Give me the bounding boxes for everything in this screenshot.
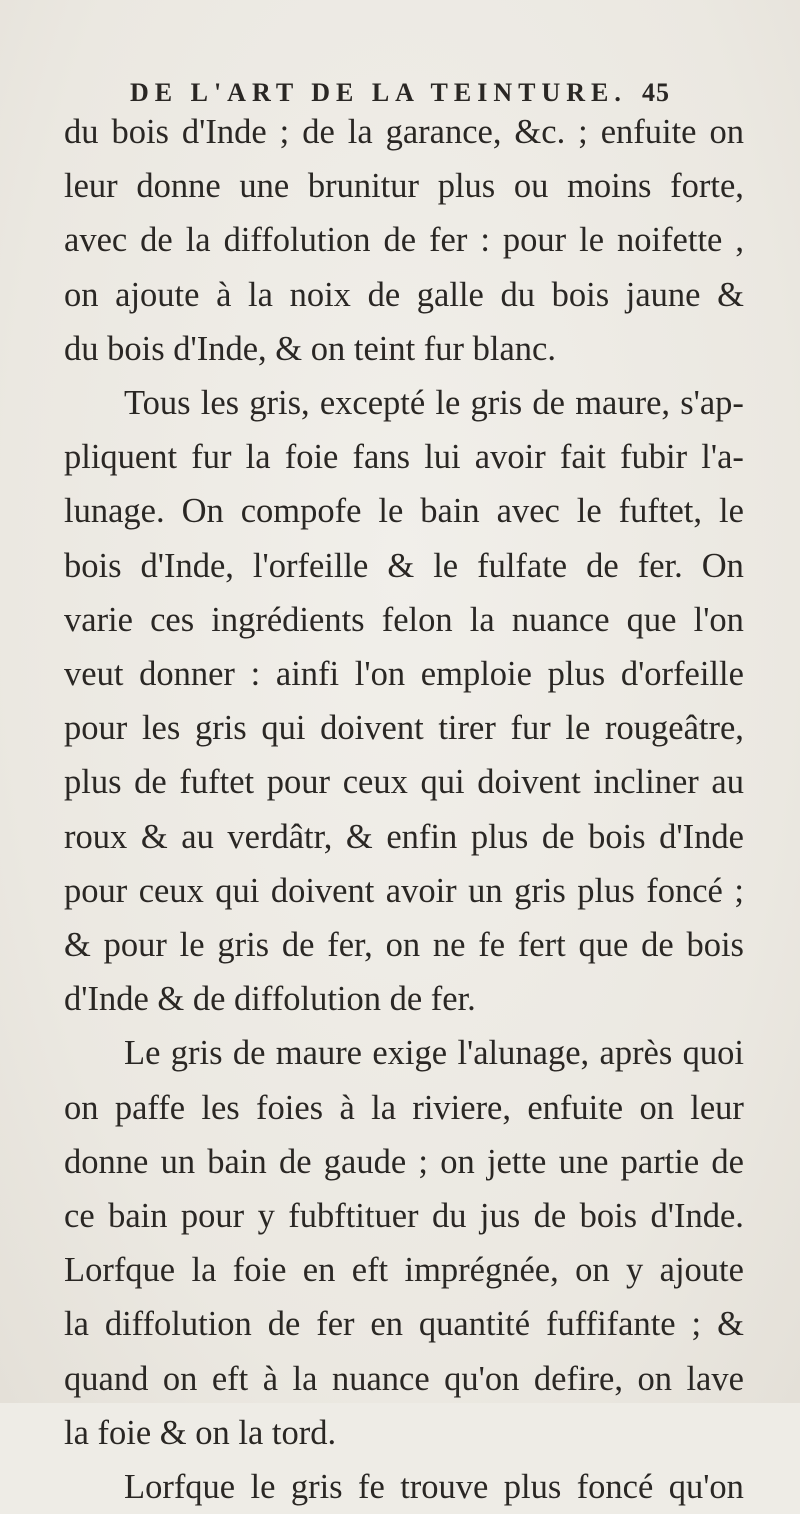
text-line: pour les gris qui doivent tirer fur le rougeâtre, (64, 709, 744, 748)
page-number: 45 (642, 78, 670, 107)
text-line: pliquent fur la foie fans lui avoir fait fubir l'a- (64, 438, 744, 477)
text-line: d'Inde & de diffolution de fer. (64, 980, 476, 1019)
text-line: Lorfque le gris fe trouve plus foncé qu'on (124, 1468, 744, 1507)
text-line: du bois d'Inde, & on teint fur blanc. (64, 329, 556, 368)
text-line: varie ces ingrédients felon la nuance que l'on (64, 600, 744, 639)
text-line: leur donne une brunitur plus ou moins forte, (64, 167, 744, 206)
text-line: veut donner : ainfi l'on emploie plus d'orfeille (64, 655, 744, 694)
text-line: on paffe les foies à la riviere, enfuite on leur (64, 1088, 744, 1127)
text-line: avec de la diffolution de fer : pour le noifette , (64, 221, 744, 260)
text-line: lunage. On compofe le bain avec le fuftet, le (64, 492, 744, 531)
text-line: du bois d'Inde ; de la garance, &c. ; enfuite on (64, 113, 744, 151)
running-header (130, 78, 670, 108)
text-line: Le gris de maure exige l'alunage, après quoi (124, 1034, 744, 1073)
text-line: la foie & on la tord. (64, 1413, 337, 1452)
text-line: ce bain pour y fubftituer du jus de bois d'Inde. (64, 1197, 744, 1236)
text-line: bois d'Inde, l'orfeille & le fulfate de fer. On (64, 546, 744, 585)
text-line: quand on eft à la nuance qu'on defire, on lave (64, 1359, 744, 1398)
text-line: Lorfque la foie en eft imprégnée, on y ajoute (64, 1251, 744, 1290)
text-line: plus de fuftet pour ceux qui doivent incliner au (64, 763, 744, 802)
text-line: donne un bain de gaude ; on jette une partie de (64, 1142, 744, 1181)
text-line: pour ceux qui doivent avoir un gris plus foncé ; (64, 871, 744, 910)
text-line: & pour le gris de fer, on ne fe fert que de bois (64, 926, 744, 965)
text-line: la diffolution de fer en quantité fuffifante ; & (64, 1305, 744, 1344)
text-line: Tous les gris, excepté le gris de maure, s'ap- (124, 384, 744, 423)
running-title: DE L'ART DE LA TEINTURE. (130, 78, 627, 107)
text-line: roux & au verdâtr, & enfin plus de bois d'Inde (64, 817, 744, 856)
body-text (64, 105, 744, 1514)
text-line: on ajoute à la noix de galle du bois jaune & (64, 275, 744, 314)
